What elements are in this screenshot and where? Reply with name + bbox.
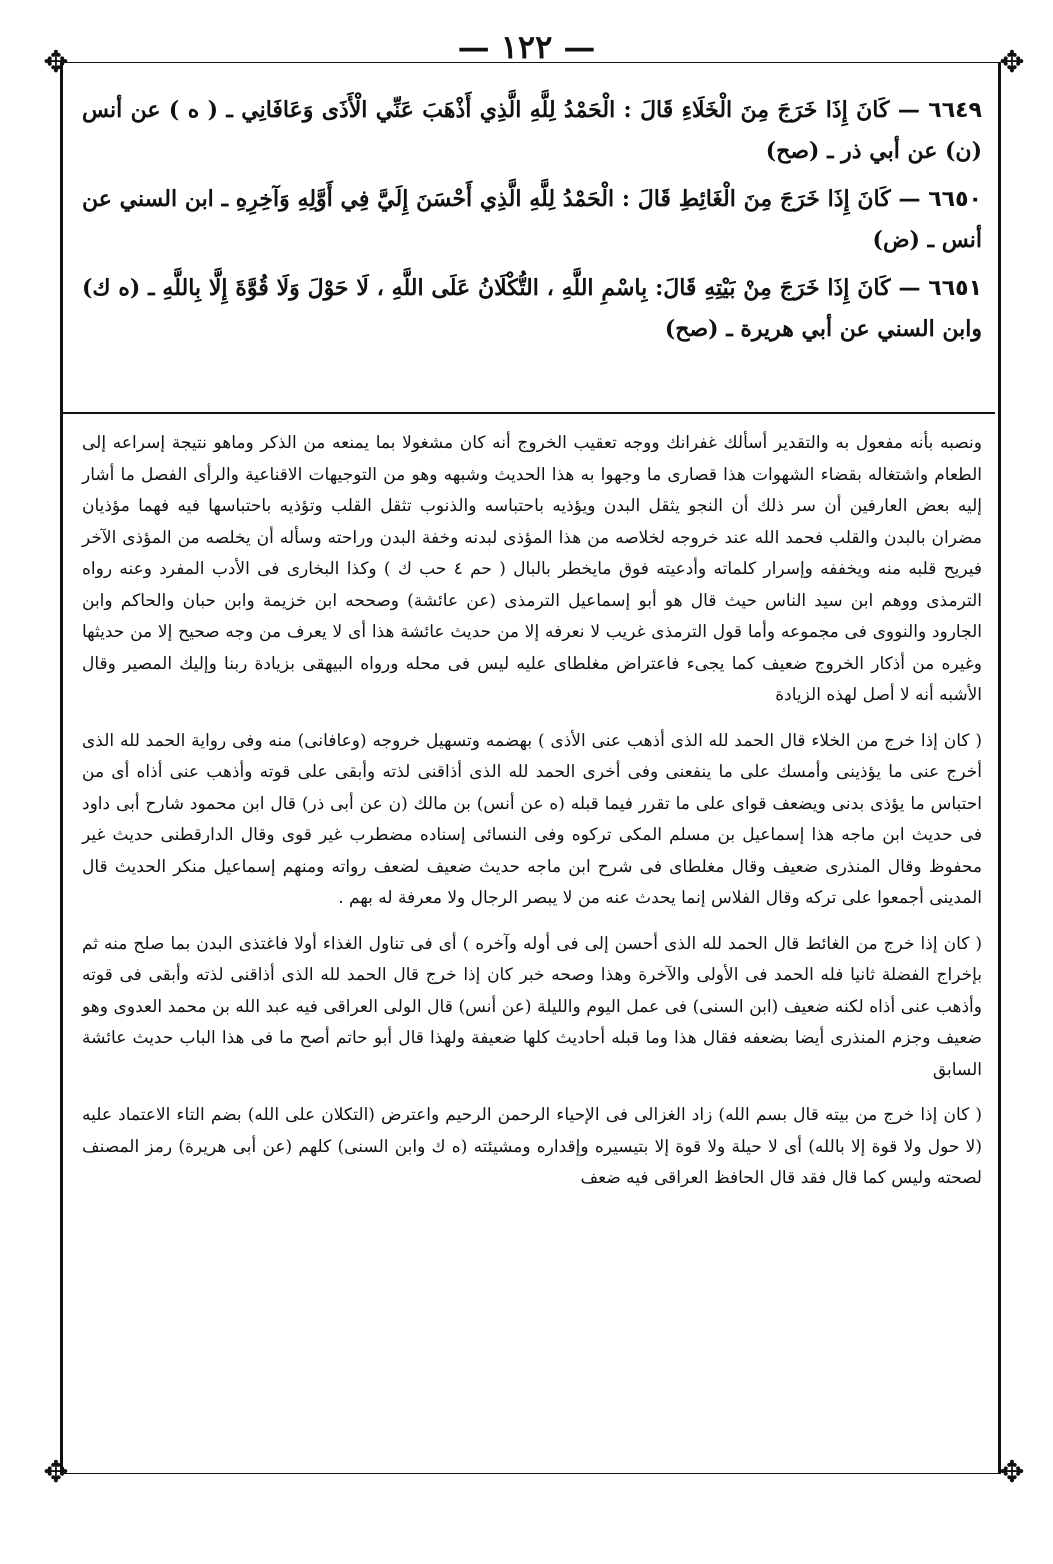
commentary-section bbox=[82, 428, 982, 1209]
hadith-number: ٦٦٥١ — bbox=[898, 276, 982, 301]
hadith-number: ٦٦٤٩ — bbox=[897, 98, 982, 123]
hadith-text: كَانَ إِذَا خَرَجَ مِنْ بَيْتِهِ قَالَ: بِاسْمِ اللَّهِ ، التُّكْلَانُ عَلَى اللَّهِ ، لَا حَوْلَ وَلَا قُوَّةَ إِلَّا بِاللَّهِ ـ (ه ك) وابن السني عن أبي هريرة ـ (صح) bbox=[82, 275, 982, 342]
corner-ornament-icon: ✥ bbox=[999, 1455, 1025, 1490]
hadith-text: كَانَ إِذَا خَرَجَ مِنَ الْغَائِطِ قَالَ : الْحَمْدُ لِلَّهِ الَّذِي أَحْسَنَ إِلَيَّ فِي أَوَّلِهِ وَآخِرِهِ ـ ابن السني عن أنس ـ (ض) bbox=[82, 186, 982, 253]
hadith-6650 bbox=[82, 179, 982, 260]
hadith-text: كَانَ إِذَا خَرَجَ مِنَ الْخَلَاءِ قَالَ : الْحَمْدُ لِلَّهِ الَّذِي أَذْهَبَ عَنِّي الْأَذَى وَعَافَانِي ـ ( ه ) عن أنس (ن) عن أبي ذر ـ (صح) bbox=[82, 97, 982, 164]
commentary-paragraph: ونصبه بأنه مفعول به والتقدير أسألك غفرانك ووجه تعقيب الخروج أنه كان مشغولا بما يمنعه من الذكر وماهو نتيجة إسراعه إلى الطعام واشتغاله بقضاء الشهوات هذا قصارى ما وجهوا به هذا الحديث وشبهه وهو من التوجيهات الاقناعية والرأى الفصل ما أشار إليه بعض العارفين أن سر ذلك أن النجو يثقل البدن ويؤذيه باحتباسه والذنوب تثقل القلب وتؤذيه باحتباسها فيه فهما مؤذيان مضران بالبدن والقلب فحمد الله عند خروجه لخلاصه من هذا المؤذى لبدنه وخفة البدن وراحته وسأله أن يخلصه من المؤذى الآخر فيريح قلبه منه ويخففه وإسرار كلماته وأدعيته فوق مايخطر بالبال ( حم ٤ حب ك ) وكذا البخارى فى الأدب المفرد وعنه رواه الترمذى ووهم ابن سيد الناس حيث قال هو أبو إسماعيل الترمذى (عن عائشة) وصححه ابن خزيمة وابن حبان والحاكم وابن الجارود والنووى فى مجموعه وأما قول الترمذى غريب لا نعرفه إلا من حديث عائشة هذا أى لا يعرف من وجه صحيح إلا من حديثها وغيره من أذكار الخروج ضعيف كما يجىء فاعتراض مغلطاى عليه ليس فى محله ورواه البيهقى بزيادة ربنا وإليك المصير وقال الأشبه أنه لا أصل لهذه الزيادة bbox=[82, 433, 982, 705]
hadith-section bbox=[82, 90, 982, 357]
commentary-paragraph: ( كان إذا خرج من الغائط قال الحمد لله الذى أحسن إلى فى أوله وآخره ) أى فى تناول الغذاء أولا فاغتذى البدن بما صلح منه ثم بإخراج الفضلة ثانيا فله الحمد فى الأولى والآخرة وهذا وصحه خبر كان إذا خرج قال الحمد لله الذى أذاقنى لذته وأبقى فى قوته وأذهب عنى أذاه لكنه ضعيف (ابن السنى) فى عمل اليوم والليلة (عن أنس) قال الولى العراقى فيه عبد الله بن محمد العدوى وهو ضعيف وجزم المنذرى أيضا بضعفه فقال هذا وما قبله أحاديث كلها ضعيفة ولهذا قال أبو حاتم أصح ما فى هذا الباب حديث عائشة السابق bbox=[82, 933, 982, 1080]
page-number: — ١٢٢ — bbox=[457, 28, 596, 66]
section-divider bbox=[62, 412, 995, 414]
corner-ornament-icon: ✥ bbox=[999, 45, 1025, 80]
commentary-paragraph: ( كان إذا خرج من الخلاء قال الحمد لله الذى أذهب عنى الأذى ) بهضمه وتسهيل خروجه (وعافانى) منه وفى رواية الحمد لله الذى أخرج عنى ما يؤذينى وأمسك على ما ينفعنى وفى أخرى الحمد لله الذى أذاقنى لذته وأبقى على قوته وأذهب عنى أذاه أى من احتباس ما يؤذى بدنى ويضعف قواى على ما تقرر فيما قبله (ه عن أنس) بن مالك (ن عن أبى ذر) قال ابن محمود شارح أبى داود فى حديث ابن ماجه هذا إسماعيل بن مسلم المكى تركوه وفى النسائى إسناده مضطرب غير قوى وقال الدارقطنى حديث غير محفوظ وقال المنذرى ضعيف وقال مغلطاى فى شرح ابن ماجه حديث ضعيف لضعف رواته ومنهم إسماعيل منكر الحديث قال المدينى أجمعوا على تركه وقال الفلاس إنما يحدث عنه من لا يبصر الرجال ولا معرفة له بهم . bbox=[82, 730, 982, 908]
commentary-paragraph: ( كان إذا خرج من بيته قال بسم الله) زاد الغزالى فى الإحياء الرحمن الرحيم واعترض (التكلان على الله) بضم التاء الاعتماد عليه (لا حول ولا قوة إلا بالله) أى لا حيلة ولا قوة إلا بتيسيره وإقداره ومشيئته (ه ك وابن السنى) كلهم (عن أبى هريرة) رمز المصنف لصحته وليس كما قال فقد قال الحافظ العراقى فيه ضعف bbox=[82, 1105, 982, 1188]
hadith-6649 bbox=[82, 90, 982, 171]
corner-ornament-icon: ✥ bbox=[43, 45, 69, 80]
hadith-6651 bbox=[82, 268, 982, 349]
corner-ornament-icon: ✥ bbox=[43, 1455, 69, 1490]
hadith-number: ٦٦٥٠ — bbox=[898, 187, 982, 212]
